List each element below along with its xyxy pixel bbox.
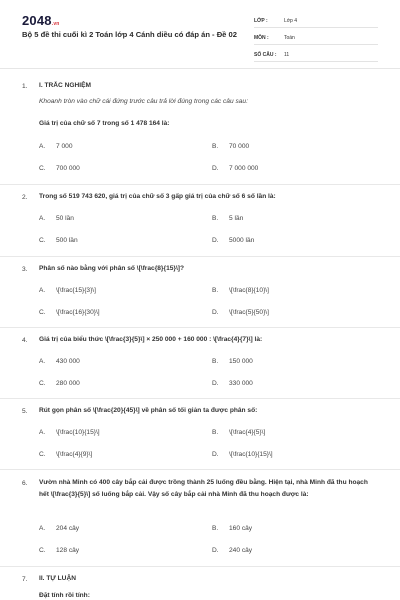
meta-value: Toán xyxy=(284,34,295,41)
option-letter: C. xyxy=(39,237,46,244)
option-letter: C. xyxy=(39,309,46,316)
question-divider xyxy=(0,469,400,470)
meta-row-class xyxy=(254,14,378,28)
meta-row-question-count xyxy=(254,48,378,62)
meta-label: MÔN : xyxy=(254,34,269,41)
option-text: \[\frac{8}{10}\] xyxy=(229,287,269,294)
document-title: Bộ 5 đề thi cuối kì 2 Toán lớp 4 Cánh diều có đáp án - Đề 02 xyxy=(22,30,237,39)
option-letter: C. xyxy=(39,165,46,172)
option-letter: D. xyxy=(212,380,219,387)
section-heading: I. TRẮC NGHIỆM xyxy=(39,82,92,89)
option-letter: A. xyxy=(39,358,46,365)
option-letter: B. xyxy=(212,525,219,532)
answer-option-a[interactable] xyxy=(39,429,100,436)
answer-option-a[interactable] xyxy=(39,358,80,365)
option-text: 150 000 xyxy=(229,358,253,365)
answer-option-d[interactable] xyxy=(212,165,258,172)
option-text: \[\frac{10}{15}\] xyxy=(56,429,100,436)
option-text: 500 lần xyxy=(56,237,78,244)
question-number: 6. xyxy=(22,480,28,487)
question-5 xyxy=(0,405,400,470)
answer-option-c[interactable] xyxy=(39,237,78,244)
question-1 xyxy=(0,80,400,190)
answer-option-b[interactable] xyxy=(212,215,243,222)
question-number: 5. xyxy=(22,408,28,415)
question-text: Đặt tính rồi tính: xyxy=(39,592,90,599)
option-letter: D. xyxy=(212,451,219,458)
option-text: \[\frac{15}{3}\] xyxy=(56,287,96,294)
option-text: 128 cây xyxy=(56,547,80,554)
option-text: 280 000 xyxy=(56,380,80,387)
question-6 xyxy=(0,477,400,567)
meta-row-subject xyxy=(254,31,378,45)
option-text: 7 000 xyxy=(56,143,73,150)
answer-option-a[interactable] xyxy=(39,215,74,222)
option-text: 430 000 xyxy=(56,358,80,365)
question-divider xyxy=(0,327,400,328)
answer-option-c[interactable] xyxy=(39,165,80,172)
question-divider xyxy=(0,566,400,567)
question-text: Rút gọn phân số \[\frac{20}{45}\] về phân số tối giản ta được phân số: xyxy=(39,407,258,414)
answer-option-d[interactable] xyxy=(212,451,273,458)
option-text: 330 000 xyxy=(229,380,253,387)
answer-option-c[interactable] xyxy=(39,451,92,458)
option-letter: A. xyxy=(39,525,46,532)
meta-label: SỐ CÂU : xyxy=(254,51,277,58)
option-text: \[\frac{4}{5}\] xyxy=(229,429,266,436)
option-letter: B. xyxy=(212,143,219,150)
question-text: Giá trị của chữ số 7 trong số 1 478 164 là: xyxy=(39,120,170,127)
option-text: 5 lần xyxy=(229,215,244,222)
question-text: Giá trị của biểu thức \[\frac{3}{5}\] × 250 000 + 160 000 : \[\frac{4}{7}\] là: xyxy=(39,336,263,343)
question-text: Phân số nào bằng với phân số \[\frac{8}{15}\]? xyxy=(39,265,185,272)
option-letter: C. xyxy=(39,380,46,387)
question-4 xyxy=(0,334,400,399)
answer-option-b[interactable] xyxy=(212,143,249,150)
answer-option-c[interactable] xyxy=(39,380,80,387)
section-heading: II. TỰ LUẬN xyxy=(39,575,76,582)
answer-option-a[interactable] xyxy=(39,525,79,532)
answer-option-a[interactable] xyxy=(39,287,96,294)
logo-suffix: .vn xyxy=(51,21,60,27)
question-number: 7. xyxy=(22,576,28,583)
question-7 xyxy=(0,573,400,600)
document-meta xyxy=(254,14,378,65)
answer-option-b[interactable] xyxy=(212,525,252,532)
answer-option-d[interactable] xyxy=(212,547,252,554)
option-text: 7 000 000 xyxy=(229,165,259,172)
answer-option-a[interactable] xyxy=(39,143,73,150)
option-text: \[\frac{10}{15}\] xyxy=(229,451,273,458)
site-logo[interactable]: 2048.vn xyxy=(22,13,60,28)
question-divider xyxy=(0,398,400,399)
option-letter: D. xyxy=(212,237,219,244)
option-letter: B. xyxy=(212,358,219,365)
option-letter: C. xyxy=(39,451,46,458)
option-text: 70 000 xyxy=(229,143,250,150)
instruction-text: Khoanh tròn vào chữ cái đứng trước câu trả lời đúng trong các câu sau: xyxy=(39,98,248,105)
question-number: 3. xyxy=(22,266,28,273)
option-letter: A. xyxy=(39,429,46,436)
question-divider xyxy=(0,184,400,185)
option-text: \[\frac{4}{9}\] xyxy=(56,451,93,458)
option-text: 204 cây xyxy=(56,525,80,532)
option-text: \[\frac{5}{50}\] xyxy=(229,309,269,316)
answer-option-b[interactable] xyxy=(212,287,269,294)
meta-value: Lớp 4 xyxy=(284,17,298,24)
option-letter: B. xyxy=(212,215,219,222)
option-text: 50 lần xyxy=(56,215,74,222)
answer-option-c[interactable] xyxy=(39,309,100,316)
question-text: Vườn nhà Minh có 400 cây bắp cải được trồng thành 25 luống đều bằng. Hiện tại, nhà Minh đã thu hoạch hết \[\frac{3}{5}\] số luống bắp cải. Vậy số cây bắp cải nhà Minh đã thu hoạch được là: xyxy=(39,479,368,498)
header-divider xyxy=(0,68,400,69)
option-letter: A. xyxy=(39,287,46,294)
answer-option-d[interactable] xyxy=(212,309,269,316)
option-letter: B. xyxy=(212,429,219,436)
option-text: 160 cây xyxy=(229,525,253,532)
answer-option-b[interactable] xyxy=(212,429,265,436)
question-2 xyxy=(0,191,400,256)
option-letter: A. xyxy=(39,143,46,150)
meta-label: LỚP : xyxy=(254,17,268,24)
question-number: 1. xyxy=(22,83,28,90)
answer-option-b[interactable] xyxy=(212,358,253,365)
option-text: 240 cây xyxy=(229,547,253,554)
option-text: \[\frac{16}{30}\] xyxy=(56,309,100,316)
answer-option-d[interactable] xyxy=(212,237,254,244)
question-text: Trong số 519 743 620, giá trị của chữ số 3 gấp giá trị của chữ số 6 số lần là: xyxy=(39,193,276,200)
document-header xyxy=(0,0,400,68)
answer-option-c[interactable] xyxy=(39,547,79,554)
option-text: 5000 lần xyxy=(229,237,255,244)
option-text: 700 000 xyxy=(56,165,80,172)
question-divider xyxy=(0,256,400,257)
answer-option-d[interactable] xyxy=(212,380,253,387)
option-letter: C. xyxy=(39,547,46,554)
option-letter: B. xyxy=(212,287,219,294)
meta-value: 11 xyxy=(284,51,290,58)
question-number: 2. xyxy=(22,194,28,201)
option-letter: D. xyxy=(212,309,219,316)
option-letter: D. xyxy=(212,165,219,172)
option-letter: D. xyxy=(212,547,219,554)
question-3 xyxy=(0,263,400,328)
option-letter: A. xyxy=(39,215,46,222)
question-number: 4. xyxy=(22,337,28,344)
